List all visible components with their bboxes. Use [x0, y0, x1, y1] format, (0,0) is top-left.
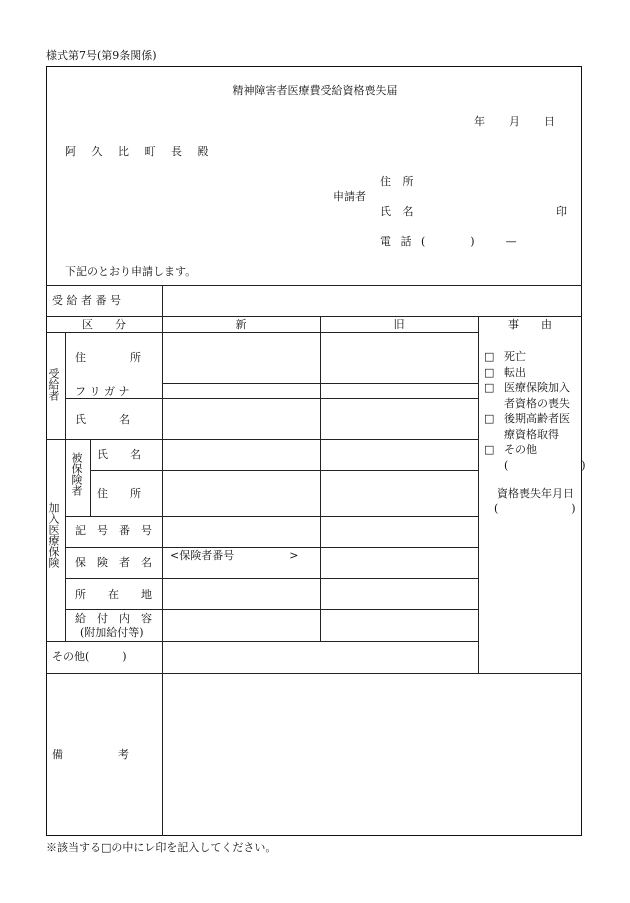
reason-moved-out[interactable]: □ 転出 — [484, 365, 526, 379]
recipient-name-label: 氏 名 — [75, 413, 130, 426]
reason-insurance-join[interactable]: □ 医療保険加入 — [484, 381, 570, 394]
reason-insurance-join-cont: 者資格の喪失 — [504, 396, 570, 410]
applicant-name-label: 氏 名 — [380, 205, 418, 218]
recipient-furigana-label: フ リ ガ ナ — [75, 385, 130, 398]
form-reference: 様式第7号(第9条関係) — [46, 49, 157, 62]
date-day-label: 日 — [544, 115, 555, 128]
checkbox-icon[interactable]: □ — [484, 381, 495, 394]
other-label: その他( ) — [52, 650, 127, 663]
recipient-group-label: 受給者 — [47, 368, 60, 401]
insured-address-label: 住 所 — [97, 487, 141, 500]
checkbox-icon[interactable]: □ — [484, 443, 495, 456]
symbol-number-label: 記 号 番 号 — [75, 524, 152, 537]
loss-date-label: 資格喪失年月日 — [497, 487, 574, 500]
insurance-group-label: 加入医療保険 — [47, 502, 60, 568]
header-old: 旧 — [393, 318, 405, 331]
reason-other-paren: ( ) — [504, 458, 589, 472]
reason-other[interactable]: □ その他 — [484, 443, 537, 456]
form-title: 精神障害者医療費受給資格喪失届 — [232, 84, 398, 97]
insurer-name-label: 保 険 者 名 — [75, 556, 152, 569]
reason-death[interactable]: □ 死亡 — [484, 350, 526, 363]
location-label: 所 在 地 — [75, 588, 152, 601]
benefit-sub-label: (附加給付等) — [80, 626, 144, 639]
addressee: 阿 久 比 町 長 殿 — [65, 145, 215, 158]
loss-date-paren: ( ) — [494, 502, 579, 515]
header-category: 区 分 — [82, 318, 126, 331]
checkbox-icon[interactable]: □ — [484, 350, 495, 363]
footnote: ※該当する□の中にレ印を記入してください。 — [46, 841, 277, 854]
applicant-label: 申請者 — [333, 190, 366, 203]
header-new: 新 — [235, 318, 247, 331]
remarks-label: 備 考 — [52, 748, 129, 761]
seal-label: 印 — [556, 205, 567, 218]
insured-name-label: 氏 名 — [97, 448, 141, 461]
checkbox-icon[interactable]: □ — [484, 412, 495, 425]
reason-elderly-care[interactable]: □ 後期高齢者医 — [484, 412, 570, 425]
date-month-label: 月 — [509, 115, 520, 128]
reason-list — [484, 349, 589, 473]
recipient-number-label: 受 給 者 番 号 — [52, 294, 121, 307]
recipient-address-label: 住 所 — [75, 351, 141, 364]
benefit-label: 給 付 内 容 — [75, 612, 152, 625]
insurer-number-hint: <保険者番号 > — [170, 549, 299, 562]
reason-elderly-care-cont: 療資格取得 — [504, 427, 559, 441]
header-reason: 事 由 — [508, 318, 552, 331]
request-text: 下記のとおり申請します。 — [65, 265, 197, 278]
checkbox-icon[interactable]: □ — [484, 365, 495, 379]
applicant-phone-label: 電 話 ( ) — — [380, 235, 520, 248]
insured-group-label: 被保険者 — [70, 452, 83, 496]
remarks-field[interactable] — [163, 674, 577, 834]
date-year-label: 年 — [474, 115, 485, 128]
applicant-address-label: 住 所 — [380, 175, 418, 188]
recipient-number-field[interactable] — [163, 286, 577, 315]
